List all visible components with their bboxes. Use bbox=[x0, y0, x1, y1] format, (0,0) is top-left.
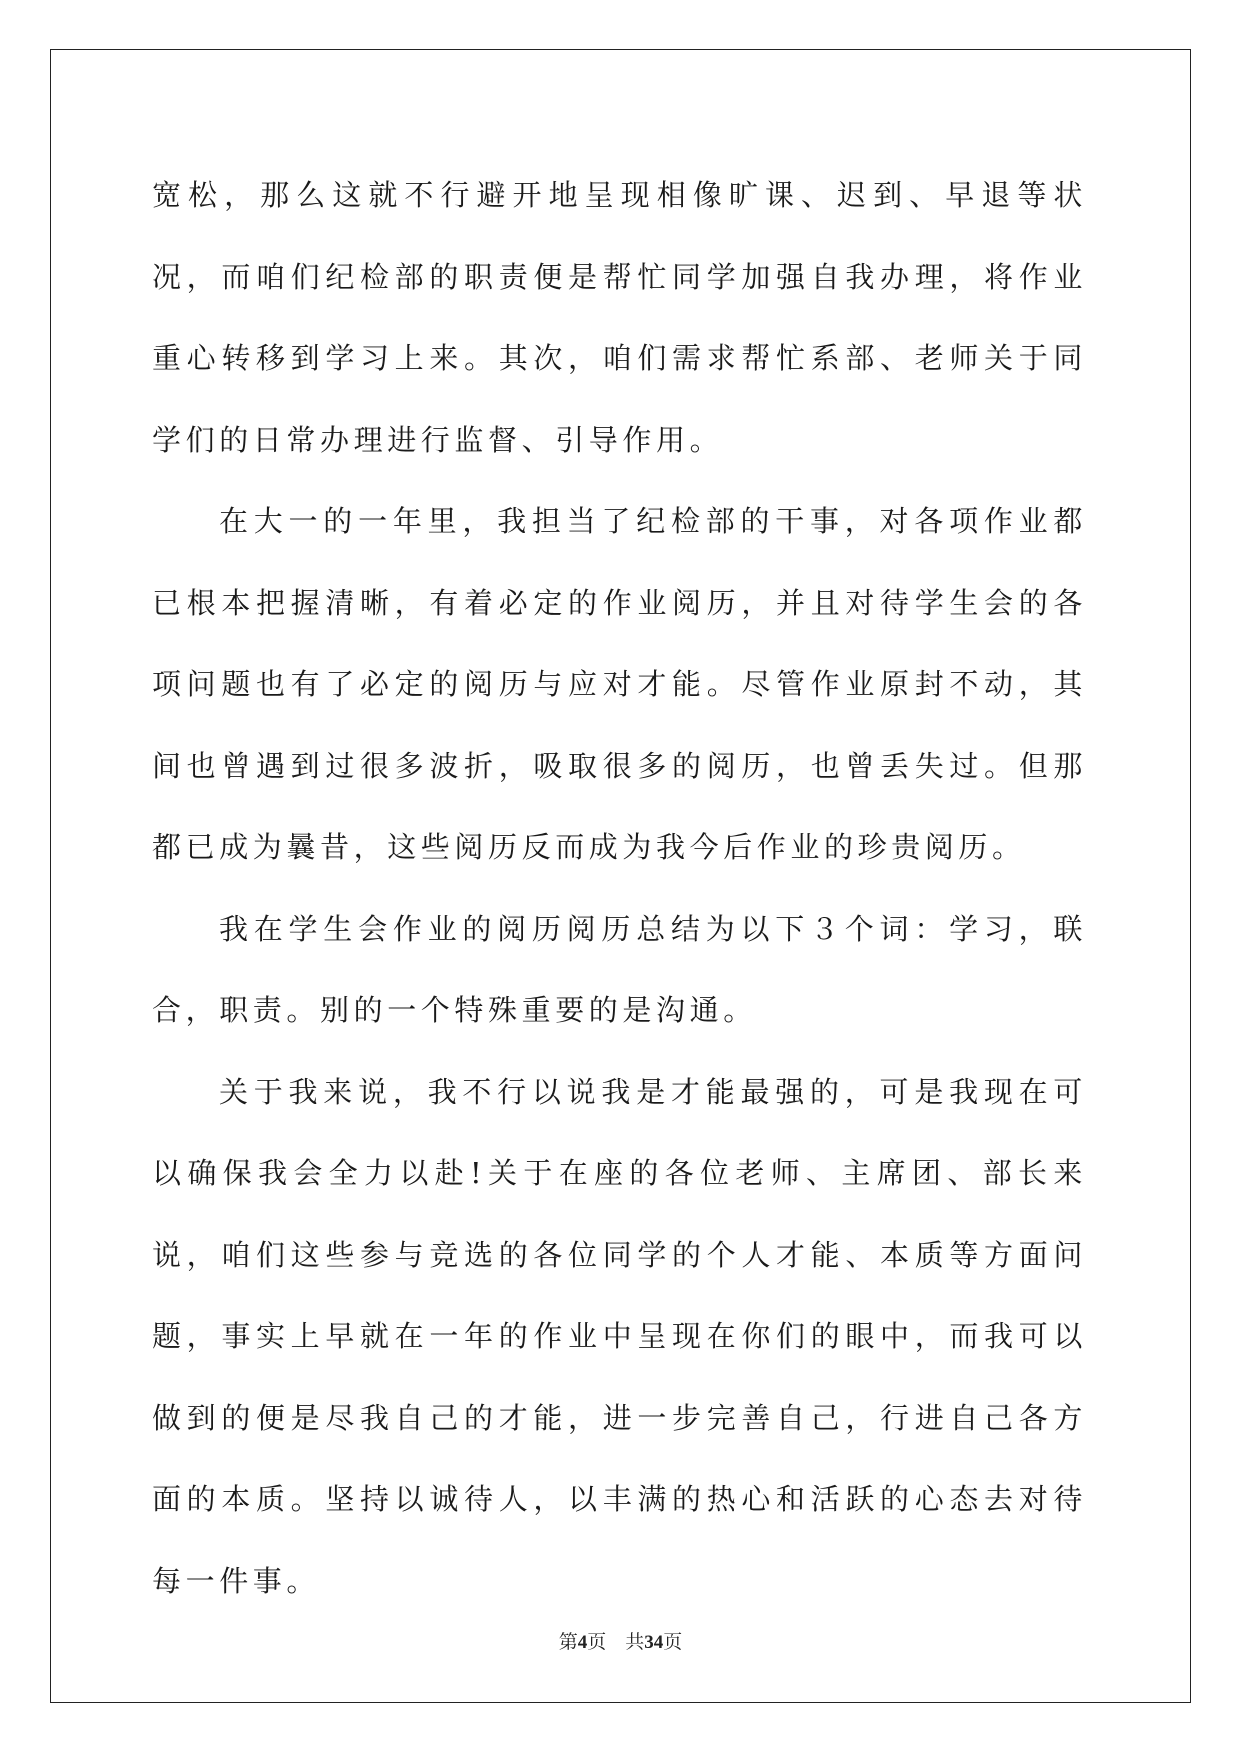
document-body bbox=[152, 155, 1087, 1622]
page-footer bbox=[0, 1627, 1241, 1654]
paragraph-3: 我在学生会作业的阅历阅历总结为以下３个词：学习，联合，职责。别的一个特殊重要的是沟通。 bbox=[152, 911, 1087, 1027]
paragraph-4: 关于我来说，我不行以说我是才能最强的，可是我现在可以确保我会全力以赴!关于在座的各位老师、主席团、部长来说，咱们这些参与竞选的各位同学的个人才能、本质等方面问题，事实上早就在一年的作业中呈现在你们的眼中，而我可以做到的便是尽我自己的才能，进一步完善自己，行进自己各方面的本质。坚持以诚待人，以丰满的热心和活跃的心态去对待每一件事。 bbox=[152, 1074, 1087, 1598]
total-pages: 34 bbox=[644, 1632, 664, 1653]
page-suffix: 页 bbox=[587, 1632, 607, 1653]
page-prefix: 第 bbox=[558, 1632, 578, 1653]
page-number: 4 bbox=[577, 1632, 588, 1653]
paragraph-1: 宽松，那么这就不行避开地呈现相像旷课、迟到、早退等状况，而咱们纪检部的职责便是帮忙同学加强自我办理，将作业重心转移到学习上来。其次，咱们需求帮忙系部、老师关于同学们的日常办理进行监督、引导作用。 bbox=[152, 178, 1087, 457]
total-suffix: 页 bbox=[663, 1632, 683, 1653]
paragraph-2: 在大一的一年里，我担当了纪检部的干事，对各项作业都已根本把握清晰，有着必定的作业阅历，并且对待学生会的各项问题也有了必定的阅历与应对才能。尽管作业原封不动，其间也曾遇到过很多波折，吸取很多的阅历，也曾丢失过。但那都已成为曩昔，这些阅历反而成为我今后作业的珍贵阅历。 bbox=[152, 504, 1087, 864]
total-prefix: 共 bbox=[625, 1632, 645, 1653]
